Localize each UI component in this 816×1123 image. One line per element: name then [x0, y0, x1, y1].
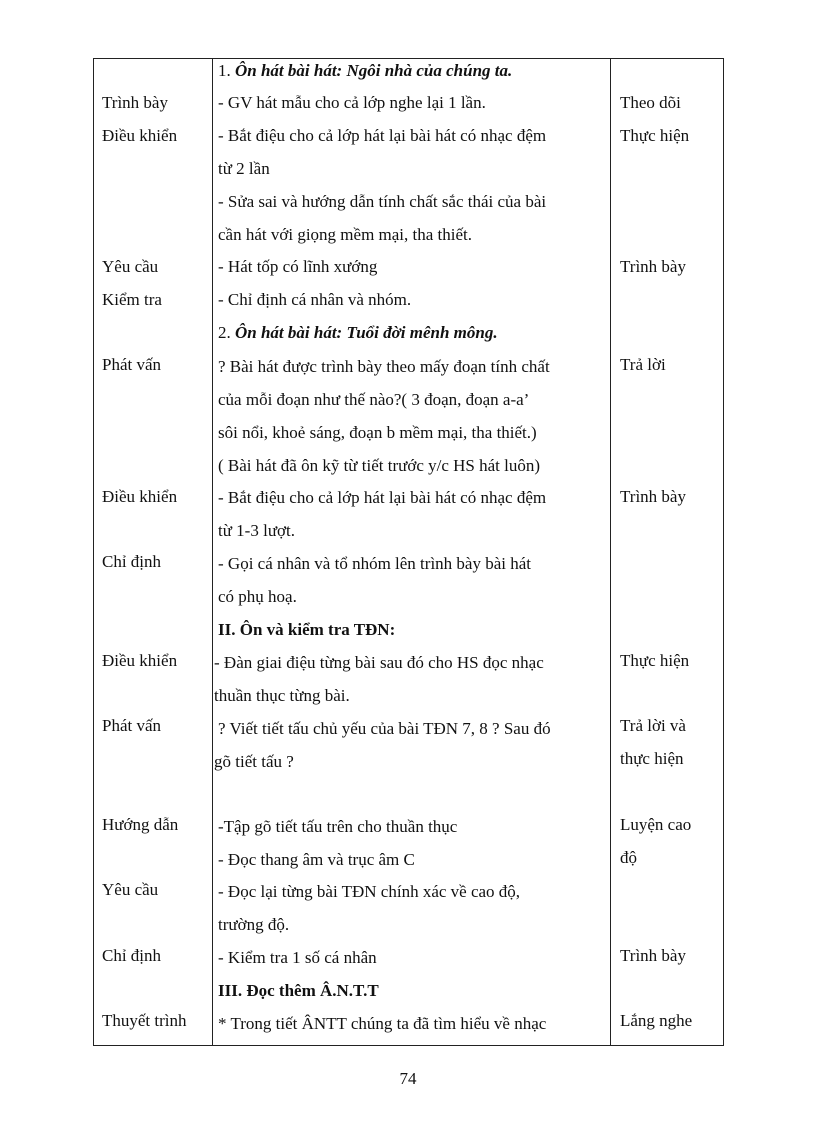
content-line: ? Viết tiết tấu chủ yếu của bài TĐN 7, 8 ? Sau đó — [218, 719, 551, 738]
content-line: - Đọc thang âm và trục âm C — [218, 850, 415, 869]
activity-label: Trả lời — [620, 355, 666, 374]
section-heading: II. Ôn và kiểm tra TĐN: — [218, 620, 396, 639]
method-label: Phát vấn — [102, 716, 162, 735]
content-line: -Tập gõ tiết tấu trên cho thuần thục — [218, 817, 458, 836]
content-line: của mỗi đoạn như thế nào?( 3 đoạn, đoạn a-a’ — [218, 390, 530, 409]
content-line: - Bắt điệu cho cả lớp hát lại bài hát có nhạc đệm — [218, 126, 547, 145]
activity-label: Trả lời và — [620, 716, 686, 735]
page-number: 74 — [399, 1069, 417, 1088]
method-label: Trình bày — [102, 93, 168, 112]
content-line: * Trong tiết ÂNTT chúng ta đã tìm hiểu về nhạc — [218, 1014, 547, 1033]
method-label: Điều khiển — [102, 126, 178, 145]
content-line: - Hát tốp có lĩnh xướng — [218, 257, 378, 276]
content-line: ? Bài hát được trình bày theo mấy đoạn tính chất — [218, 357, 550, 376]
content-line: - Kiểm tra 1 số cá nhân — [218, 948, 377, 967]
content-line: cần hát với giọng mềm mại, tha thiết. — [218, 225, 473, 244]
content-line: - Bắt điệu cho cả lớp hát lại bài hát có nhạc đệm — [218, 488, 547, 507]
section-heading: III. Đọc thêm Â.N.T.T — [218, 981, 379, 1000]
activity-label: Trình bày — [620, 257, 686, 276]
content-line: thuần thục từng bài. — [214, 686, 350, 705]
content-line: ( Bài hát đã ôn kỹ từ tiết trước y/c HS hát luôn) — [218, 456, 541, 475]
content-line: gõ tiết tấu ? — [214, 752, 294, 771]
method-label: Hướng dẫn — [102, 815, 179, 834]
content-line: - Sửa sai và hướng dẫn tính chất sắc thái của bài — [218, 192, 547, 211]
method-label: Kiểm tra — [102, 290, 162, 309]
method-label: Điều khiển — [102, 651, 178, 670]
section-heading: 2. Ôn hát bài hát: Tuổi đời mênh mông. — [218, 323, 498, 342]
content-line: trường độ. — [218, 915, 290, 934]
method-label: Yêu cầu — [102, 880, 159, 899]
activity-label: Trình bày — [620, 487, 686, 506]
activity-label: độ — [620, 848, 637, 867]
content-line: - Đọc lại từng bài TĐN chính xác về cao độ, — [218, 882, 521, 901]
content-line: - Đàn giai điệu từng bài sau đó cho HS đọc nhạc — [214, 653, 544, 672]
activity-label: Lắng nghe — [620, 1011, 693, 1030]
method-label: Chỉ định — [102, 552, 162, 571]
method-label: Thuyết trình — [102, 1011, 187, 1030]
activity-label: thực hiện — [620, 749, 684, 768]
method-label: Điều khiển — [102, 487, 178, 506]
content-line: - Gọi cá nhân và tổ nhóm lên trình bày bài hát — [218, 554, 531, 573]
content-line: sôi nổi, khoẻ sáng, đoạn b mềm mại, tha thiết.) — [218, 423, 537, 442]
activity-label: Luyện cao — [620, 815, 692, 834]
activity-label: Trình bày — [620, 946, 686, 965]
method-label: Chỉ định — [102, 946, 162, 965]
activity-label: Theo dõi — [620, 93, 681, 112]
method-label: Phát vấn — [102, 355, 162, 374]
content-line: từ 2 lần — [218, 159, 270, 178]
activity-label: Thực hiện — [620, 126, 690, 145]
column-divider — [610, 59, 611, 1045]
section-heading: 1. Ôn hát bài hát: Ngôi nhà của chúng ta. — [218, 61, 513, 80]
content-line: từ 1-3 lượt. — [218, 521, 295, 540]
content-line: có phụ hoạ. — [218, 587, 297, 606]
content-line: - Chỉ định cá nhân và nhóm. — [218, 290, 412, 309]
method-label: Yêu cầu — [102, 257, 159, 276]
activity-label: Thực hiện — [620, 651, 690, 670]
content-line: - GV hát mẫu cho cả lớp nghe lại 1 lần. — [218, 93, 486, 112]
column-divider — [212, 59, 213, 1045]
lesson-table — [93, 58, 724, 1046]
